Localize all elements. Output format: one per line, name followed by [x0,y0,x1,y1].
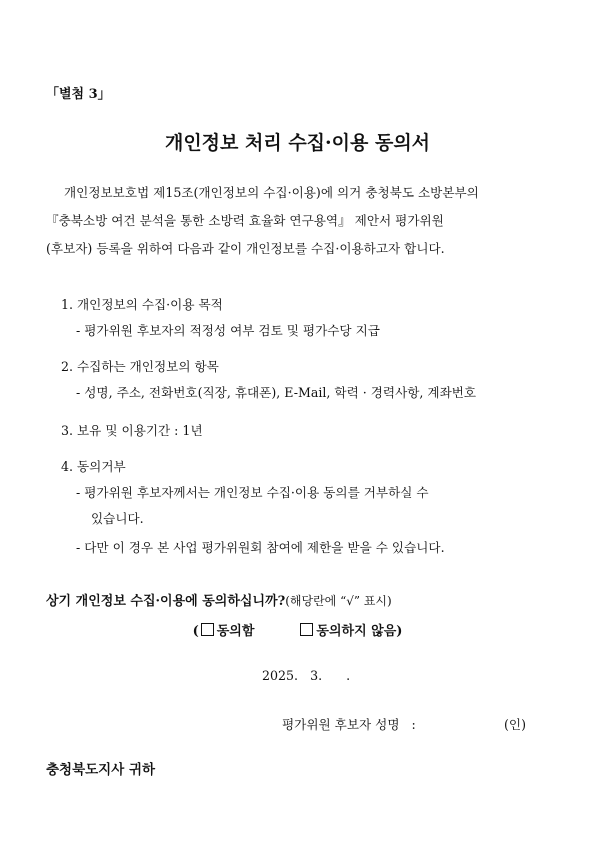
consent-choices [0,620,595,639]
disagree-checkbox[interactable] [300,623,313,636]
agree-checkbox[interactable] [201,623,214,636]
choices-open-paren: ( [192,624,199,639]
seal-mark: (인) [504,717,526,732]
intro-line-1: 개인정보보호법 제15조(개인정보의 수집·이용)에 의거 충청북도 소방본부의 [64,185,479,200]
section-2-item: - 성명, 주소, 전화번호(직장, 휴대폰), E-Mail, 학력 · 경력사항, 계좌번호 [76,385,477,400]
document-title: 개인정보 처리 수집·이용 동의서 [164,132,431,154]
agree-label: 동의함 [216,624,255,639]
intro-line-3: (후보자) 등록을 위하여 다음과 같이 개인정보를 수집·이용하고자 합니다. [46,241,445,256]
section-3-heading: 3. 보유 및 이용기간 : 1년 [61,423,203,438]
consent-question [46,590,392,609]
section-2-heading: 2. 수집하는 개인정보의 항목 [61,359,219,374]
attachment-label: 「별첨 3」 [46,87,111,102]
section-1-heading: 1. 개인정보의 수집·이용 목적 [61,297,223,312]
addressee: 충청북도지사 귀하 [46,762,156,778]
signature-label: 평가위원 후보자 성명 : [282,717,416,732]
section-4-item-1-line-2: 있습니다. [91,511,144,526]
section-4-item-2: - 다만 이 경우 본 사업 평가위원회 참여에 제한을 받을 수 있습니다. [76,540,445,555]
section-4-item-1-line-1: - 평가위원 후보자께서는 개인정보 수집·이용 동의를 거부하실 수 [76,485,429,500]
section-4-heading: 4. 동의거부 [61,459,126,474]
date-line: 2025. 3. . [262,668,351,683]
consent-question-text: 상기 개인정보 수집·이용에 동의하십니까? [46,594,286,609]
consent-question-note: (해당란에 “√” 표시) [285,594,392,608]
disagree-label: 동의하지 않음) [316,624,403,639]
section-1-item: - 평가위원 후보자의 적정성 여부 검토 및 평가수당 지급 [76,323,380,338]
intro-line-2: 『충북소방 여건 분석을 통한 소방력 효율화 연구용역』 제안서 평가위원 [46,213,444,228]
